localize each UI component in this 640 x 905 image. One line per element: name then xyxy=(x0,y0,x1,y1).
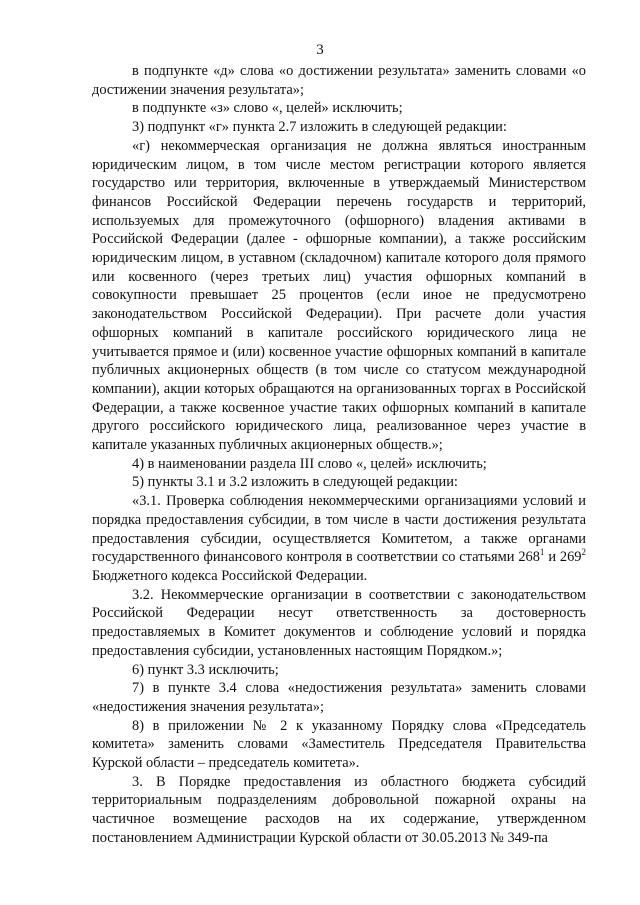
paragraph-with-footnotes xyxy=(92,492,586,586)
paragraph: в подпункте «з» слово «, целей» исключить; xyxy=(132,100,403,117)
paragraph-text: и 269 xyxy=(544,549,582,566)
paragraph: 6) пункт 3.3 исключить; xyxy=(132,661,279,678)
paragraph: 3. В Порядке предоставления из областного бюджета субсидий территориальным подразделениям добровольной пожарной охраны на частичное возмещение расходов на их содержание, утвержденном постановлением Администрации Курской области от 30.05.2013 № 349-па xyxy=(92,773,586,846)
superscript: 2 xyxy=(581,547,586,558)
paragraph: «г) некоммерческая организация не должна являться иностранным юридическим лицом, в том числе местом регистрации которого является государство или территория, включенные в утверждаемый Министерством финансов Российской Федерации перечень государств и территорий, используемых для промежуточного (офшорного) владения активами в Российской Федерации (далее - офшорные компании), а также российским юридическим лицом, в уставном (складочном) капитале которого доля прямого или косвенного (через третьих лиц) участия офшорных компаний в совокупности превышает 25 процентов (если иное не предусмотрено законодательством Российской Федерации). При расчете доли участия офшорных компаний в капитале российского юридического лица не учитывается прямое и (или) косвенное участие офшорных компаний в капитале публичных акционерных обществ (в том числе со статусом международной компании), акции которых обращаются на организованных торгах в Российской Федерации, а также косвенное участие таких офшорных компаний в капитале другого российского юридического лица, реализованное через участие в капитале указанных публичных акционерных обществ.»; xyxy=(92,137,586,454)
paragraph-text: «3.1. Проверка соблюдения некоммерческими организациями условий и порядка предоставления субсидии, в том числе в части достижения результата предоставления субсидии, осуществляется Комитетом, а также органами государственного финансового контроля в соответствии со статьями 268 xyxy=(92,493,586,566)
paragraph-text: Бюджетного кодекса Российской Федерации. xyxy=(92,567,368,584)
paragraph: 8) в приложении № 2 к указанному Порядку слова «Председатель комитета» заменить словами «Заместитель Председателя Правительства Курской области – председатель комитета». xyxy=(92,717,586,772)
paragraph: 5) пункты 3.1 и 3.2 изложить в следующей редакции: xyxy=(132,474,458,491)
document-body xyxy=(92,62,586,848)
paragraph: в подпункте «д» слова «о достижении результата» заменить словами «о достижении значения результата»; xyxy=(92,63,586,98)
page-number: 3 xyxy=(316,42,324,58)
superscript: 1 xyxy=(539,547,545,558)
paragraph: 3.2. Некоммерческие организации в соответствии с законодательством Российской Федерации несут ответственность за достоверность предоставляемых в Комитет документов и соблюдение условий и порядка предоставления субсидии, установленных настоящим Порядком.»; xyxy=(92,586,586,659)
paragraph: 3) подпункт «г» пункта 2.7 изложить в следующей редакции: xyxy=(132,119,507,136)
paragraph: 7) в пункте 3.4 слова «недостижения результата» заменить словами «недостижения значения результата»; xyxy=(92,680,586,715)
paragraph: 4) в наименовании раздела III слово «, целей» исключить; xyxy=(132,455,487,472)
